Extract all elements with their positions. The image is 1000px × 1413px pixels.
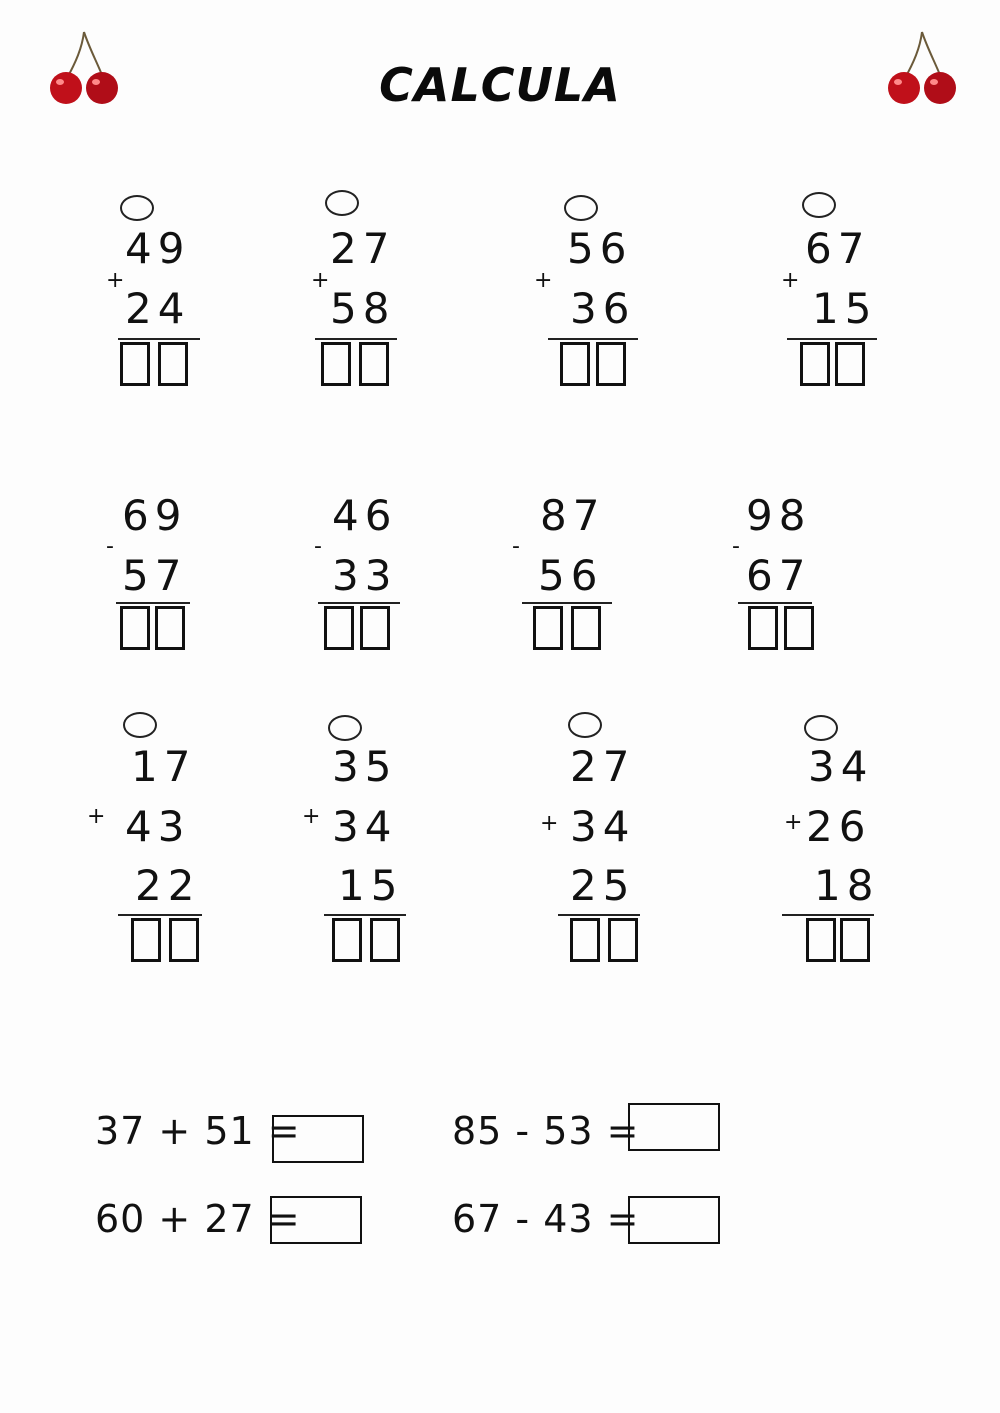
equation-text: 37 + 51 = bbox=[95, 1109, 301, 1153]
bottom-number: 15 bbox=[812, 284, 878, 333]
equation-answer-box[interactable] bbox=[272, 1115, 364, 1163]
answer-digit-box[interactable] bbox=[784, 606, 814, 650]
answer-digit-box[interactable] bbox=[748, 606, 778, 650]
answer-digit-box[interactable] bbox=[800, 342, 830, 386]
carry-circle[interactable] bbox=[325, 190, 359, 216]
plus-sign: + bbox=[781, 268, 800, 293]
second-addend: 26 bbox=[806, 802, 872, 851]
equation-answer-box[interactable] bbox=[628, 1103, 720, 1151]
answer-digit-box[interactable] bbox=[131, 918, 161, 962]
second-addend: 34 bbox=[332, 802, 398, 851]
carry-circle[interactable] bbox=[123, 712, 157, 738]
equation-answer-box[interactable] bbox=[628, 1196, 720, 1244]
answer-digit-box[interactable] bbox=[571, 606, 601, 650]
sum-line bbox=[324, 914, 406, 916]
sum-line bbox=[787, 338, 877, 340]
answer-digit-box[interactable] bbox=[324, 606, 354, 650]
top-number: 27 bbox=[330, 224, 396, 273]
answer-digit-box[interactable] bbox=[560, 342, 590, 386]
plus-sign: + bbox=[302, 804, 321, 829]
plus-sign: + bbox=[540, 811, 559, 836]
minus-sign: - bbox=[106, 534, 114, 559]
top-number: 56 bbox=[567, 224, 633, 273]
first-addend: 17 bbox=[131, 742, 197, 791]
minus-sign: - bbox=[512, 534, 520, 559]
bottom-number: 33 bbox=[332, 551, 398, 600]
answer-digit-box[interactable] bbox=[806, 918, 836, 962]
sum-line bbox=[118, 338, 200, 340]
sum-line bbox=[548, 338, 638, 340]
carry-circle[interactable] bbox=[802, 192, 836, 218]
sum-line bbox=[558, 914, 640, 916]
answer-digit-box[interactable] bbox=[321, 342, 351, 386]
third-addend: 18 bbox=[814, 861, 880, 910]
answer-digit-box[interactable] bbox=[120, 606, 150, 650]
equation-answer-box[interactable] bbox=[270, 1196, 362, 1244]
third-addend: 25 bbox=[570, 861, 636, 910]
top-number: 87 bbox=[540, 491, 606, 540]
difference-line bbox=[738, 602, 812, 604]
bottom-number: 36 bbox=[570, 284, 636, 333]
first-addend: 27 bbox=[570, 742, 636, 791]
answer-digit-box[interactable] bbox=[332, 918, 362, 962]
plus-sign: + bbox=[87, 804, 106, 829]
plus-sign: + bbox=[534, 268, 553, 293]
top-number: 46 bbox=[332, 491, 398, 540]
minus-sign: - bbox=[314, 534, 322, 559]
third-addend: 15 bbox=[338, 861, 404, 910]
answer-digit-box[interactable] bbox=[570, 918, 600, 962]
answer-digit-box[interactable] bbox=[120, 342, 150, 386]
answer-digit-box[interactable] bbox=[596, 342, 626, 386]
plus-sign: + bbox=[311, 268, 330, 293]
bottom-number: 56 bbox=[538, 551, 604, 600]
answer-digit-box[interactable] bbox=[169, 918, 199, 962]
bottom-number: 24 bbox=[125, 284, 191, 333]
equation-text: 67 - 43 = bbox=[452, 1197, 640, 1241]
page-title: CALCULA bbox=[379, 58, 621, 112]
bottom-number: 67 bbox=[746, 551, 812, 600]
carry-circle[interactable] bbox=[804, 715, 838, 741]
cherry-icon bbox=[884, 28, 964, 108]
equation-text: 60 + 27 = bbox=[95, 1197, 301, 1241]
bottom-number: 58 bbox=[330, 284, 396, 333]
third-addend: 22 bbox=[135, 861, 201, 910]
top-number: 69 bbox=[122, 491, 188, 540]
sum-line bbox=[315, 338, 397, 340]
top-number: 67 bbox=[805, 224, 871, 273]
difference-line bbox=[116, 602, 190, 604]
sum-line bbox=[782, 914, 874, 916]
second-addend: 34 bbox=[570, 802, 636, 851]
top-number: 49 bbox=[125, 224, 191, 273]
cherry-icon bbox=[46, 28, 126, 108]
carry-circle[interactable] bbox=[564, 195, 598, 221]
plus-sign: + bbox=[784, 810, 803, 835]
answer-digit-box[interactable] bbox=[360, 606, 390, 650]
first-addend: 34 bbox=[808, 742, 874, 791]
answer-digit-box[interactable] bbox=[359, 342, 389, 386]
answer-digit-box[interactable] bbox=[370, 918, 400, 962]
answer-digit-box[interactable] bbox=[158, 342, 188, 386]
first-addend: 35 bbox=[332, 742, 398, 791]
answer-digit-box[interactable] bbox=[533, 606, 563, 650]
answer-digit-box[interactable] bbox=[840, 918, 870, 962]
answer-digit-box[interactable] bbox=[835, 342, 865, 386]
sum-line bbox=[118, 914, 202, 916]
plus-sign: + bbox=[106, 268, 125, 293]
equation-text: 85 - 53 = bbox=[452, 1109, 640, 1153]
carry-circle[interactable] bbox=[328, 715, 362, 741]
bottom-number: 57 bbox=[122, 551, 188, 600]
carry-circle[interactable] bbox=[120, 195, 154, 221]
top-number: 98 bbox=[746, 491, 812, 540]
second-addend: 43 bbox=[125, 802, 191, 851]
answer-digit-box[interactable] bbox=[155, 606, 185, 650]
minus-sign: - bbox=[732, 534, 740, 559]
difference-line bbox=[318, 602, 400, 604]
carry-circle[interactable] bbox=[568, 712, 602, 738]
difference-line bbox=[522, 602, 612, 604]
answer-digit-box[interactable] bbox=[608, 918, 638, 962]
